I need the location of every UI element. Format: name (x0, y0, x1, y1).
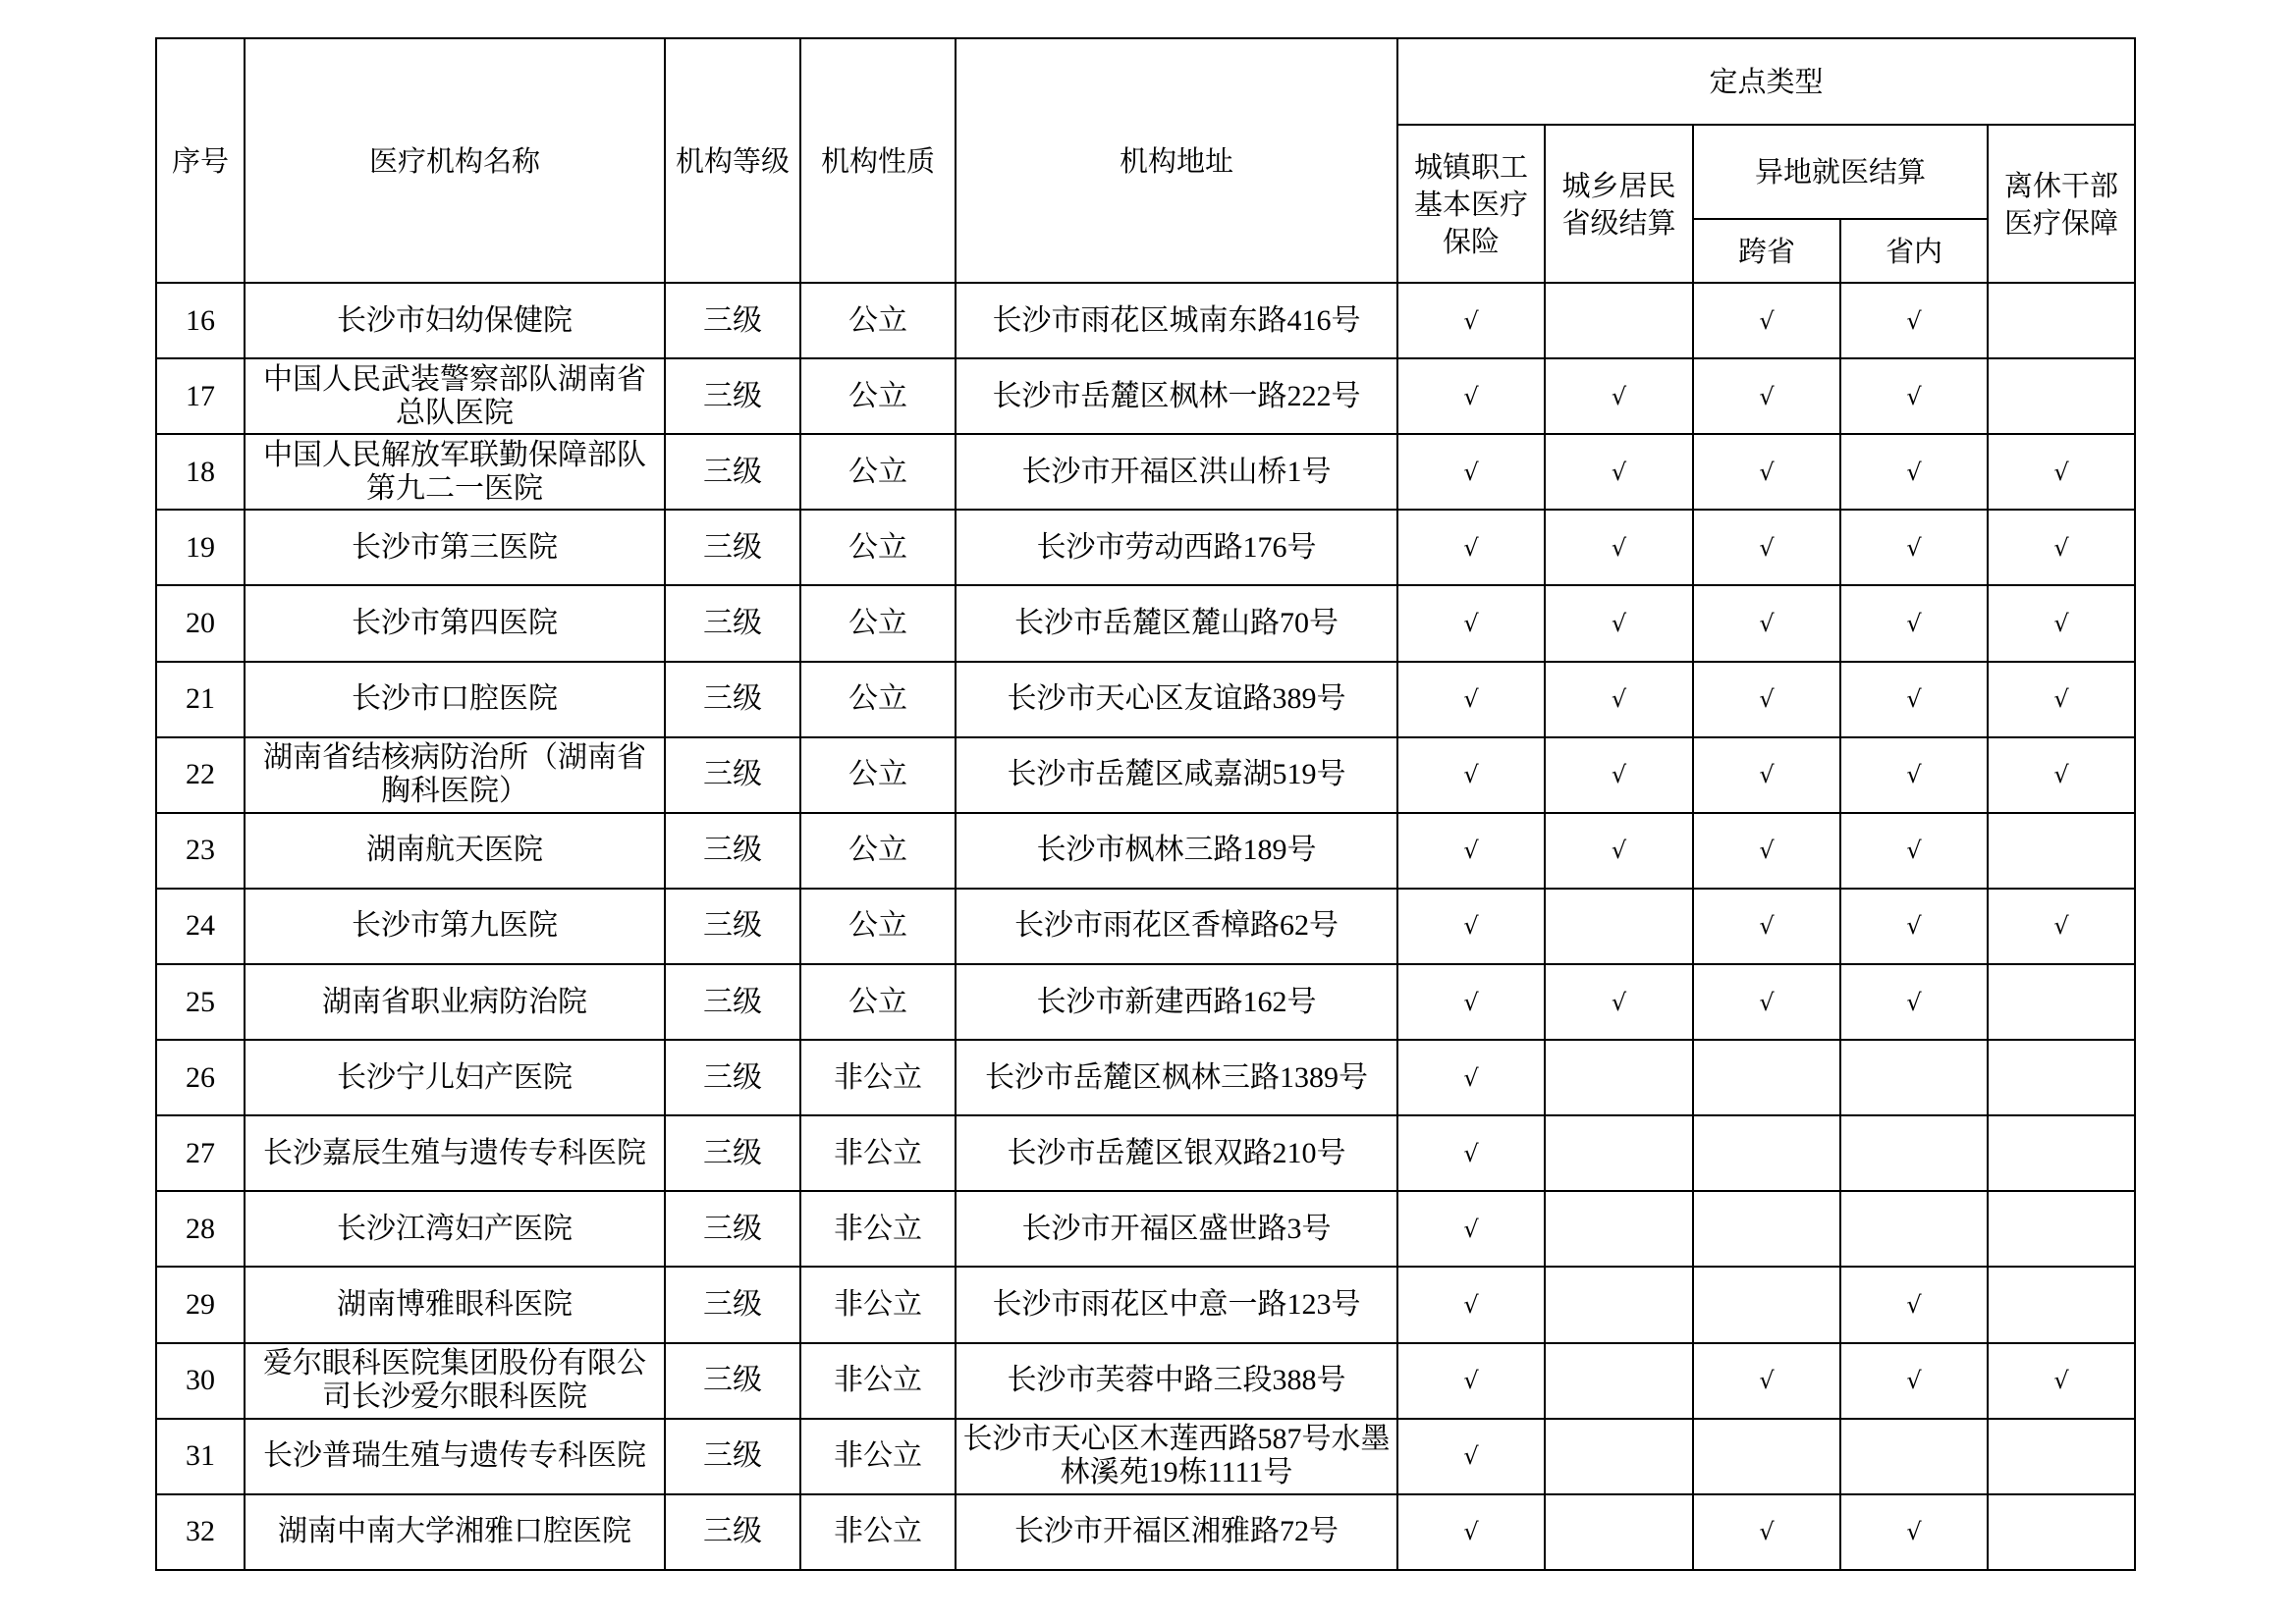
table-row (156, 1267, 2135, 1342)
cell-level: 三级 (665, 737, 800, 813)
header-within-province: 省内 (1840, 219, 1988, 283)
cell-name: 湖南省结核病防治所（湖南省胸科医院） (245, 737, 665, 813)
cell-within-province: √ (1840, 662, 1988, 737)
cell-rural-resident: √ (1545, 434, 1693, 510)
cell-within-province: √ (1840, 1494, 1988, 1570)
cell-seq: 24 (156, 889, 245, 964)
header-remote: 异地就医结算 (1693, 125, 1988, 219)
cell-seq: 29 (156, 1267, 245, 1342)
header-seq: 序号 (156, 38, 245, 283)
cell-nature: 非公立 (800, 1191, 956, 1267)
header-address: 机构地址 (956, 38, 1397, 283)
cell-name: 长沙市第九医院 (245, 889, 665, 964)
cell-name: 长沙嘉辰生殖与遗传专科医院 (245, 1115, 665, 1191)
cell-name: 湖南中南大学湘雅口腔医院 (245, 1494, 665, 1570)
cell-within-province: √ (1840, 283, 1988, 358)
table-row (156, 662, 2135, 737)
cell-within-province: √ (1840, 889, 1988, 964)
cell-within-province (1840, 1040, 1988, 1115)
cell-cross-province: √ (1693, 510, 1840, 585)
cell-level: 三级 (665, 1267, 800, 1342)
cell-rural-resident (1545, 1040, 1693, 1115)
cell-name: 中国人民解放军联勤保障部队第九二一医院 (245, 434, 665, 510)
cell-rural-resident: √ (1545, 510, 1693, 585)
cell-seq: 18 (156, 434, 245, 510)
cell-cross-province (1693, 1040, 1840, 1115)
cell-level: 三级 (665, 1191, 800, 1267)
table-body (156, 283, 2135, 1570)
cell-seq: 16 (156, 283, 245, 358)
cell-address: 长沙市岳麓区咸嘉湖519号 (956, 737, 1397, 813)
cell-seq: 20 (156, 585, 245, 661)
cell-nature: 公立 (800, 358, 956, 434)
cell-within-province: √ (1840, 510, 1988, 585)
header-level: 机构等级 (665, 38, 800, 283)
cell-nature: 非公立 (800, 1343, 956, 1419)
cell-rural-resident (1545, 1343, 1693, 1419)
cell-within-province: √ (1840, 1343, 1988, 1419)
cell-rural-resident: √ (1545, 813, 1693, 889)
cell-retired-cadre: √ (1988, 737, 2135, 813)
cell-cross-province: √ (1693, 964, 1840, 1040)
cell-rural-resident (1545, 889, 1693, 964)
cell-address: 长沙市岳麓区麓山路70号 (956, 585, 1397, 661)
cell-nature: 非公立 (800, 1040, 956, 1115)
cell-nature: 公立 (800, 813, 956, 889)
cell-within-province (1840, 1419, 1988, 1494)
cell-seq: 23 (156, 813, 245, 889)
cell-rural-resident (1545, 1267, 1693, 1342)
cell-rural-resident: √ (1545, 585, 1693, 661)
cell-urban-employee: √ (1397, 585, 1545, 661)
cell-rural-resident: √ (1545, 737, 1693, 813)
cell-retired-cadre: √ (1988, 889, 2135, 964)
table-row (156, 813, 2135, 889)
cell-nature: 非公立 (800, 1115, 956, 1191)
cell-rural-resident (1545, 1115, 1693, 1191)
cell-seq: 28 (156, 1191, 245, 1267)
cell-rural-resident (1545, 1419, 1693, 1494)
cell-urban-employee: √ (1397, 813, 1545, 889)
cell-address: 长沙市新建西路162号 (956, 964, 1397, 1040)
cell-level: 三级 (665, 1343, 800, 1419)
cell-address: 长沙市劳动西路176号 (956, 510, 1397, 585)
cell-name: 长沙江湾妇产医院 (245, 1191, 665, 1267)
cell-retired-cadre (1988, 813, 2135, 889)
cell-name: 长沙市第四医院 (245, 585, 665, 661)
cell-address: 长沙市雨花区城南东路416号 (956, 283, 1397, 358)
cell-level: 三级 (665, 510, 800, 585)
cell-level: 三级 (665, 434, 800, 510)
cell-nature: 公立 (800, 889, 956, 964)
cell-within-province (1840, 1191, 1988, 1267)
header-name: 医疗机构名称 (245, 38, 665, 283)
table-row (156, 510, 2135, 585)
cell-level: 三级 (665, 283, 800, 358)
cell-within-province: √ (1840, 813, 1988, 889)
cell-address: 长沙市岳麓区枫林三路1389号 (956, 1040, 1397, 1115)
cell-address: 长沙市芙蓉中路三段388号 (956, 1343, 1397, 1419)
cell-name: 长沙市妇幼保健院 (245, 283, 665, 358)
cell-retired-cadre (1988, 1267, 2135, 1342)
cell-urban-employee: √ (1397, 889, 1545, 964)
cell-within-province: √ (1840, 358, 1988, 434)
hospital-table (155, 37, 2136, 1571)
cell-address: 长沙市开福区盛世路3号 (956, 1191, 1397, 1267)
cell-retired-cadre (1988, 358, 2135, 434)
table-row (156, 737, 2135, 813)
header-designated: 定点类型 (1397, 38, 2135, 125)
cell-urban-employee: √ (1397, 1343, 1545, 1419)
cell-retired-cadre: √ (1988, 585, 2135, 661)
cell-retired-cadre (1988, 283, 2135, 358)
cell-retired-cadre (1988, 1191, 2135, 1267)
cell-nature: 公立 (800, 662, 956, 737)
cell-name: 湖南航天医院 (245, 813, 665, 889)
cell-urban-employee: √ (1397, 964, 1545, 1040)
cell-name: 长沙宁儿妇产医院 (245, 1040, 665, 1115)
cell-cross-province: √ (1693, 737, 1840, 813)
cell-urban-employee: √ (1397, 434, 1545, 510)
cell-nature: 非公立 (800, 1419, 956, 1494)
cell-level: 三级 (665, 585, 800, 661)
table-row (156, 283, 2135, 358)
cell-name: 爱尔眼科医院集团股份有限公司长沙爱尔眼科医院 (245, 1343, 665, 1419)
cell-urban-employee: √ (1397, 662, 1545, 737)
table-row (156, 889, 2135, 964)
cell-name: 湖南博雅眼科医院 (245, 1267, 665, 1342)
cell-address: 长沙市岳麓区枫林一路222号 (956, 358, 1397, 434)
cell-seq: 32 (156, 1494, 245, 1570)
cell-address: 长沙市天心区友谊路389号 (956, 662, 1397, 737)
cell-retired-cadre (1988, 964, 2135, 1040)
cell-retired-cadre: √ (1988, 1343, 2135, 1419)
table-row (156, 434, 2135, 510)
cell-cross-province (1693, 1191, 1840, 1267)
cell-level: 三级 (665, 964, 800, 1040)
cell-level: 三级 (665, 358, 800, 434)
cell-rural-resident (1545, 283, 1693, 358)
cell-name: 长沙市口腔医院 (245, 662, 665, 737)
cell-retired-cadre: √ (1988, 662, 2135, 737)
table-row (156, 358, 2135, 434)
cell-cross-province: √ (1693, 358, 1840, 434)
table-row (156, 1343, 2135, 1419)
header-urban-employee: 城镇职工基本医疗保险 (1397, 125, 1545, 283)
cell-cross-province: √ (1693, 1343, 1840, 1419)
cell-retired-cadre (1988, 1419, 2135, 1494)
cell-nature: 非公立 (800, 1494, 956, 1570)
cell-nature: 公立 (800, 283, 956, 358)
cell-cross-province: √ (1693, 585, 1840, 661)
cell-seq: 22 (156, 737, 245, 813)
cell-seq: 27 (156, 1115, 245, 1191)
cell-name: 长沙市第三医院 (245, 510, 665, 585)
cell-address: 长沙市枫林三路189号 (956, 813, 1397, 889)
cell-address: 长沙市开福区湘雅路72号 (956, 1494, 1397, 1570)
cell-seq: 26 (156, 1040, 245, 1115)
cell-urban-employee: √ (1397, 510, 1545, 585)
cell-cross-province (1693, 1115, 1840, 1191)
cell-level: 三级 (665, 662, 800, 737)
cell-urban-employee: √ (1397, 1115, 1545, 1191)
cell-retired-cadre: √ (1988, 510, 2135, 585)
table-row (156, 585, 2135, 661)
cell-level: 三级 (665, 889, 800, 964)
cell-within-province: √ (1840, 1267, 1988, 1342)
cell-name: 湖南省职业病防治院 (245, 964, 665, 1040)
cell-retired-cadre (1988, 1040, 2135, 1115)
cell-cross-province: √ (1693, 889, 1840, 964)
cell-cross-province (1693, 1419, 1840, 1494)
cell-seq: 21 (156, 662, 245, 737)
cell-level: 三级 (665, 813, 800, 889)
cell-address: 长沙市天心区木莲西路587号水墨林溪苑19栋1111号 (956, 1419, 1397, 1494)
header-cross-province: 跨省 (1693, 219, 1840, 283)
cell-within-province (1840, 1115, 1988, 1191)
cell-retired-cadre (1988, 1115, 2135, 1191)
cell-urban-employee: √ (1397, 358, 1545, 434)
cell-urban-employee: √ (1397, 1494, 1545, 1570)
table-row (156, 1040, 2135, 1115)
cell-cross-province (1693, 1267, 1840, 1342)
cell-retired-cadre: √ (1988, 434, 2135, 510)
cell-within-province: √ (1840, 434, 1988, 510)
cell-cross-province: √ (1693, 1494, 1840, 1570)
cell-rural-resident (1545, 1191, 1693, 1267)
cell-address: 长沙市岳麓区银双路210号 (956, 1115, 1397, 1191)
cell-seq: 17 (156, 358, 245, 434)
cell-address: 长沙市雨花区中意一路123号 (956, 1267, 1397, 1342)
cell-rural-resident: √ (1545, 358, 1693, 434)
cell-urban-employee: √ (1397, 1191, 1545, 1267)
cell-name: 中国人民武装警察部队湖南省总队医院 (245, 358, 665, 434)
header-retired-cadre: 离休干部医疗保障 (1988, 125, 2135, 283)
cell-seq: 25 (156, 964, 245, 1040)
cell-urban-employee: √ (1397, 1040, 1545, 1115)
cell-within-province: √ (1840, 964, 1988, 1040)
cell-address: 长沙市雨花区香樟路62号 (956, 889, 1397, 964)
table-row (156, 1419, 2135, 1494)
cell-address: 长沙市开福区洪山桥1号 (956, 434, 1397, 510)
cell-urban-employee: √ (1397, 737, 1545, 813)
cell-retired-cadre (1988, 1494, 2135, 1570)
cell-cross-province: √ (1693, 813, 1840, 889)
cell-rural-resident (1545, 1494, 1693, 1570)
cell-level: 三级 (665, 1494, 800, 1570)
header-nature: 机构性质 (800, 38, 956, 283)
cell-within-province: √ (1840, 585, 1988, 661)
table-header (156, 38, 2135, 283)
header-rural-resident: 城乡居民省级结算 (1545, 125, 1693, 283)
cell-urban-employee: √ (1397, 1419, 1545, 1494)
cell-level: 三级 (665, 1419, 800, 1494)
cell-nature: 公立 (800, 964, 956, 1040)
cell-name: 长沙普瑞生殖与遗传专科医院 (245, 1419, 665, 1494)
cell-cross-province: √ (1693, 434, 1840, 510)
cell-nature: 公立 (800, 737, 956, 813)
cell-rural-resident: √ (1545, 964, 1693, 1040)
cell-cross-province: √ (1693, 283, 1840, 358)
table-row (156, 964, 2135, 1040)
cell-urban-employee: √ (1397, 283, 1545, 358)
table-row (156, 1115, 2135, 1191)
cell-rural-resident: √ (1545, 662, 1693, 737)
cell-level: 三级 (665, 1115, 800, 1191)
cell-seq: 30 (156, 1343, 245, 1419)
cell-nature: 公立 (800, 434, 956, 510)
cell-level: 三级 (665, 1040, 800, 1115)
cell-within-province: √ (1840, 737, 1988, 813)
cell-urban-employee: √ (1397, 1267, 1545, 1342)
cell-nature: 非公立 (800, 1267, 956, 1342)
cell-cross-province: √ (1693, 662, 1840, 737)
table-row (156, 1191, 2135, 1267)
table-row (156, 1494, 2135, 1570)
cell-nature: 公立 (800, 510, 956, 585)
cell-nature: 公立 (800, 585, 956, 661)
cell-seq: 19 (156, 510, 245, 585)
cell-seq: 31 (156, 1419, 245, 1494)
